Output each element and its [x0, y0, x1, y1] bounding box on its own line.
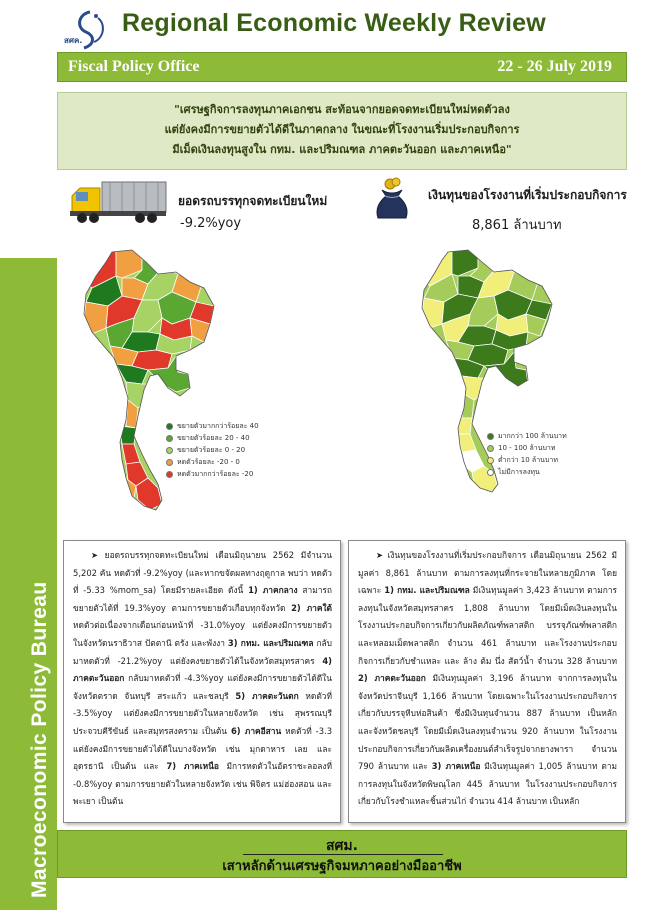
sidebar [0, 258, 57, 910]
legend-item: ขยายตัวร้อยละ 20 - 40 [166, 432, 259, 444]
sidebar-label: Macroeconomic Policy Bureau [28, 581, 51, 898]
logo-text: สศค. [64, 36, 83, 45]
footer-slogan: เสาหลักด้านเศรษฐกิจมหภาคอย่างมืออาชีพ [222, 859, 462, 874]
headline-quote [57, 92, 627, 170]
footer-org: สศม. [326, 838, 358, 854]
truck-icon [68, 178, 168, 226]
header-bar [57, 52, 627, 82]
legend-item: หดตัวมากกว่าร้อยละ -20 [166, 468, 259, 480]
bullet-arrow-icon: ➤ [376, 550, 388, 560]
page-title: Regional Economic Weekly Review [122, 9, 546, 37]
legend-item: ต่ำกว่า 10 ล้านบาท [487, 454, 567, 466]
fpo-logo [50, 8, 118, 52]
legend-item: 10 - 100 ล้านบาท [487, 442, 567, 454]
truck-map-legend [166, 420, 259, 480]
truck-registration-value: -9.2%yoy [180, 216, 242, 231]
legend-item: ขยายตัวร้อยละ 0 - 20 [166, 444, 259, 456]
factory-capital-value: 8,861 ล้านบาท [472, 218, 562, 233]
legend-item: หดตัวร้อยละ -20 - 0 [166, 456, 259, 468]
quote-line-2: แต่ยังคงมีการขยายตัวได้ดีในภาคกลาง ในขณะที่โรงงานเริ่มประกอบกิจการ [164, 123, 520, 136]
truck-analysis-text: ➤ ยอดรถบรรทุกจดทะเบียนใหม่ เดือนมิถุนายน 2562 มีจำนวน 5,202 คัน หดตัวที่ -9.2%yoy (และหากขจัดผลทางฤดูกาล พบว่า หดตัวที่ -5.33 %mom_sa) โดยมีรายละเอียด ดังนี้ 1) ภาคกลาง สามารถขยายตัวได้ที่ 19.3%yoy ตามการขยายตัวเกือบทุกจังหวัด 2) ภาคใต้ หดตัวต่อเนื่องจากเดือนก่อนหน้าที่ -31.0%yoy แต่ยังคงมีการขยายตัวในจังหวัดนราธิวาส ปัตตานี ตรัง และพังงา 3) กทม. และปริมณฑล กลับมาหดตัวที่ -21.2%yoy แต่ยังคงขยายตัวได้ในจังหวัดสมุทรสาคร 4) ภาคตะวันออก กลับมาหดตัวที่ -4.3%yoy แต่ยังคงมีการขยายตัวได้ดีในจังหวัดตราด จันทบุรี สระแก้ว และชลบุรี 5) ภาคตะวันตก หดตัวที่ -3.5%yoy แต่ยังคงมีการขยายตัวในหลายจังหวัด เช่น สุพรรณบุรี ประจวบคีรีขันธ์ และสมุทรสงคราม เป็นต้น 6) ภาคอีสาน หดตัวที่ -3.3 แต่ยังคงมีการขยายตัวได้ดีในบางจังหวัด เช่น มุกดาหาร เลย และอุดรธานี เป็นต้น และ 7) ภาคเหนือ มีการหดตัวในอัตราชะลอลงที่ -0.8%yoy ตามการขยายตัวในหลายจังหวัด เช่น พิจิตร แม่ฮ่องสอน และพะเยา เป็นต้น [63, 540, 341, 823]
factory-capital-label: เงินทุนของโรงงานที่เริ่มประกอบกิจการ [428, 188, 627, 202]
issue-date: 22 - 26 July 2019 [497, 58, 612, 75]
quote-line-1: "เศรษฐกิจการลงทุนภาคเอกชน สะท้อนจากยอดจดทะเบียนใหม่หดตัวลง [174, 103, 510, 116]
office-name: Fiscal Policy Office [68, 58, 200, 75]
footer-bar [57, 830, 627, 878]
legend-item: มากกว่า 100 ล้านบาท [487, 430, 567, 442]
legend-item: ขยายตัวมากกว่าร้อยละ 40 [166, 420, 259, 432]
money-bag-icon [368, 176, 416, 224]
capital-map-legend [487, 430, 567, 478]
capital-analysis-text: ➤ เงินทุนของโรงงานที่เริ่มประกอบกิจการ เดือนมิถุนายน 2562 มีมูลค่า 8,861 ล้านบาท ตามการลงทุนที่กระจายในหลายภูมิภาค โดยเฉพาะ 1) กทม. และปริมณฑล มีเงินทุนมูลค่า 3,423 ล้านบาท ตามการลงทุนในจังหวัดสมุทรสาคร 1,808 ล้านบาท โดยมีเม็ดเงินลงทุนในโรงงานประกอบกิจการเกี่ยวกับผลิตภัณฑ์พลาสติก บรรจุภัณฑ์พลาสติก และหลอมเม็ดพลาสติก จำนวน 461 ล้านบาท และโรงงานประกอบกิจการเกี่ยวกับชำแหละ และ ล้าง ต้ม นึ่ง สัตว์น้ำ จำนวน 328 ล้านบาท 2) ภาคตะวันออก มีเงินทุนมูลค่า 3,196 ล้านบาท จากการลงทุนในจังหวัดปราจีนบุรี 1,166 ล้านบาท โดยเฉพาะในโรงงานประกอบกิจการเกี่ยวกับบรรจุหีบห่อสินค้า ซึ่งมีเงินทุนจำนวน 887 ล้านบาท เป็นหลัก และจังหวัดชลบุรี โดยมีเม็ดเงินลงทุนจำนวน 920 ล้านบาท ในโรงงานประกอบกิจการเกี่ยวกับผลิตเครื่องยนต์สำเร็จรูปจากยางพารา จำนวน 790 ล้านบาท และ 3) ภาคเหนือ มีเงินทุนมูลค่า 1,005 ล้านบาท ตามการลงทุนในจังหวัดพิษณุโลก 445 ล้านบาท ในโรงงานประกอบกิจการเกี่ยวกับโรงชำแหละชิ้นส่วนไก่ จำนวน 414 ล้านบาท เป็นหลัก [348, 540, 626, 823]
truck-registration-label: ยอดรถบรรทุกจดทะเบียนใหม่ [178, 194, 328, 208]
bullet-arrow-icon: ➤ [91, 550, 105, 560]
quote-line-3: มีเม็ดเงินลงทุนสูงใน กทม. และปริมณฑล ภาคตะวันออก และภาคเหนือ" [172, 143, 512, 156]
legend-item: ไม่มีการลงทุน [487, 466, 567, 478]
